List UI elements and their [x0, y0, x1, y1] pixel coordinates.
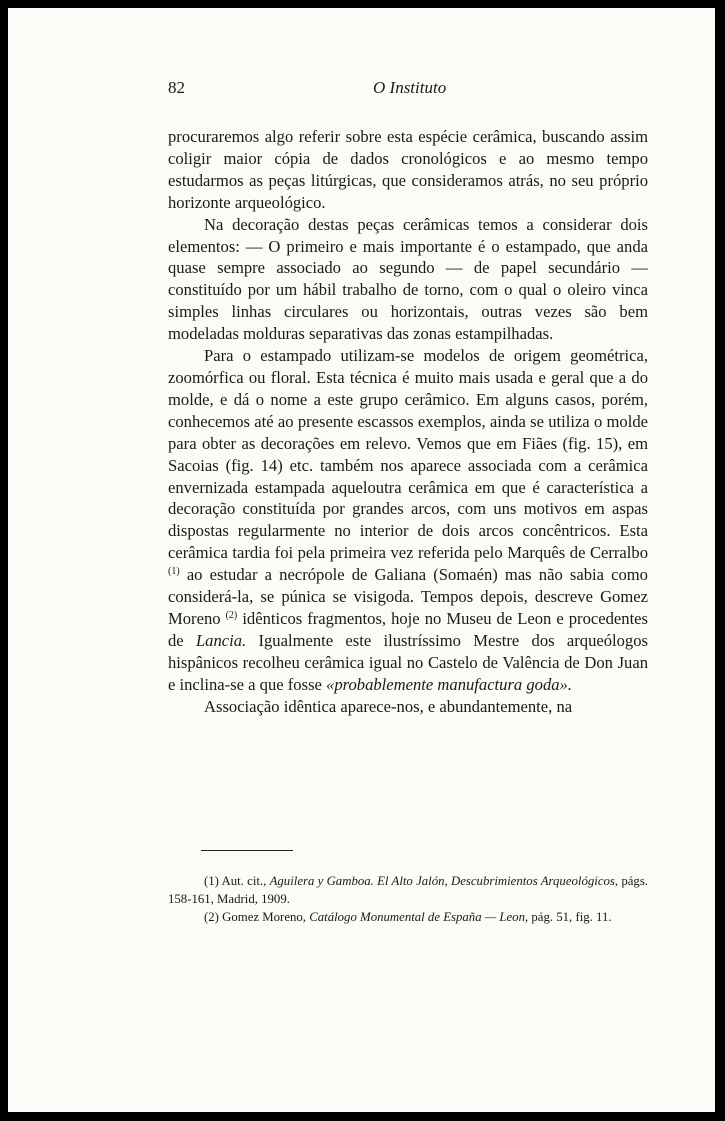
footnote-2-author: Gomez Moreno, [222, 910, 306, 924]
paragraph-4: Associação idêntica aparece-nos, e abundantemente, na [204, 696, 573, 716]
footnote-divider [201, 850, 293, 851]
footnote-1-title: Aguilera y Gamboa. El Alto Jalón, Descubrimientos Arqueológicos, [269, 874, 619, 888]
body-text [168, 126, 648, 717]
paragraph-3-part-a: Para o estampado utilizam-se modelos de origem geométrica, zoomórfica ou floral. Esta técnica é muito mais usada e geral que a do molde, e dá o nome a este grupo cerâmico. Em alguns casos, porém, conhecemos até ao presente escassos exemplos, ainda se utiliza o molde para obter as decorações em relevo. Vemos que em Fiães (fig. 15), em Sacoias (fig. 14) etc. também nos aparece associada com a cerâmica envernizada estampada aqueloutra cerâmica em que é característica a decoração constituída por grandes arcos, com uns motivos em aspas dispostas regularmente no interior de dois arcos concêntricos. Esta cerâmica tardia foi pela primeira vez referida pelo Marquês de Cerralbo [168, 346, 648, 563]
paragraph-3-part-b: ao estudar a necrópole de Galiana (Somaén) mas não sabia como considerá-la, se púnica se visigoda. Tempos depois, descreve Gomez Moreno [168, 565, 648, 628]
footnote-1-pages: págs. 158-161, Madrid, 1909. [168, 874, 648, 906]
page-number: 82 [168, 78, 185, 97]
footnote-2-pages: pág. 51, fig. 11. [531, 910, 612, 924]
footnote-2 [168, 908, 648, 926]
book-page [8, 8, 715, 1112]
footnote-1 [168, 872, 648, 908]
footnote-1-author: Aut. cit., [221, 874, 267, 888]
footnote-1-mark: (1) [204, 874, 219, 888]
footnote-2-mark: (2) [204, 910, 219, 924]
paragraph-1: procuraremos algo referir sobre esta espécie cerâmica, buscando assim coligir maior cópia de dados cronológicos e ao mesmo tempo estudarmos as peças litúrgicas, que consideramos atrás, no seu próprio horizonte arqueológico. [168, 127, 648, 212]
gomez-moreno-quote: «probablemente manufactura goda». [326, 674, 573, 694]
running-title: O Instituto [373, 78, 447, 97]
paragraph-3 [168, 345, 648, 696]
footnotes [168, 872, 648, 926]
paragraph-3-part-c: idênticos fragmentos, hoje no Museu de Leon e procedentes de [168, 608, 649, 650]
footnote-2-title: Catálogo Monumental de España — Leon, [309, 910, 529, 924]
footnote-ref-2: (2) [225, 609, 238, 621]
page-header [168, 78, 650, 102]
paragraph-2: Na decoração destas peças cerâmicas temos a considerar dois elementos: — O primeiro e mais importante é o estampado, que anda quase sempre associado ao segundo — de papel secundário — constituído por um hábil trabalho de torno, com o qual o oleiro vinca simples linhas circulares ou horizontais, outras vezes são bem modeladas molduras separativas das zonas estampilhadas. [168, 214, 648, 344]
paragraph-3-part-d: Igualmente este ilustríssimo Mestre dos arqueólogos hispânicos recolheu cerâmica igual no Castelo de Valência de Don Juan e inclina-se a que fosse [168, 630, 648, 694]
lancia-italic: Lancia. [195, 630, 247, 650]
footnote-ref-1: (1) [168, 566, 180, 578]
